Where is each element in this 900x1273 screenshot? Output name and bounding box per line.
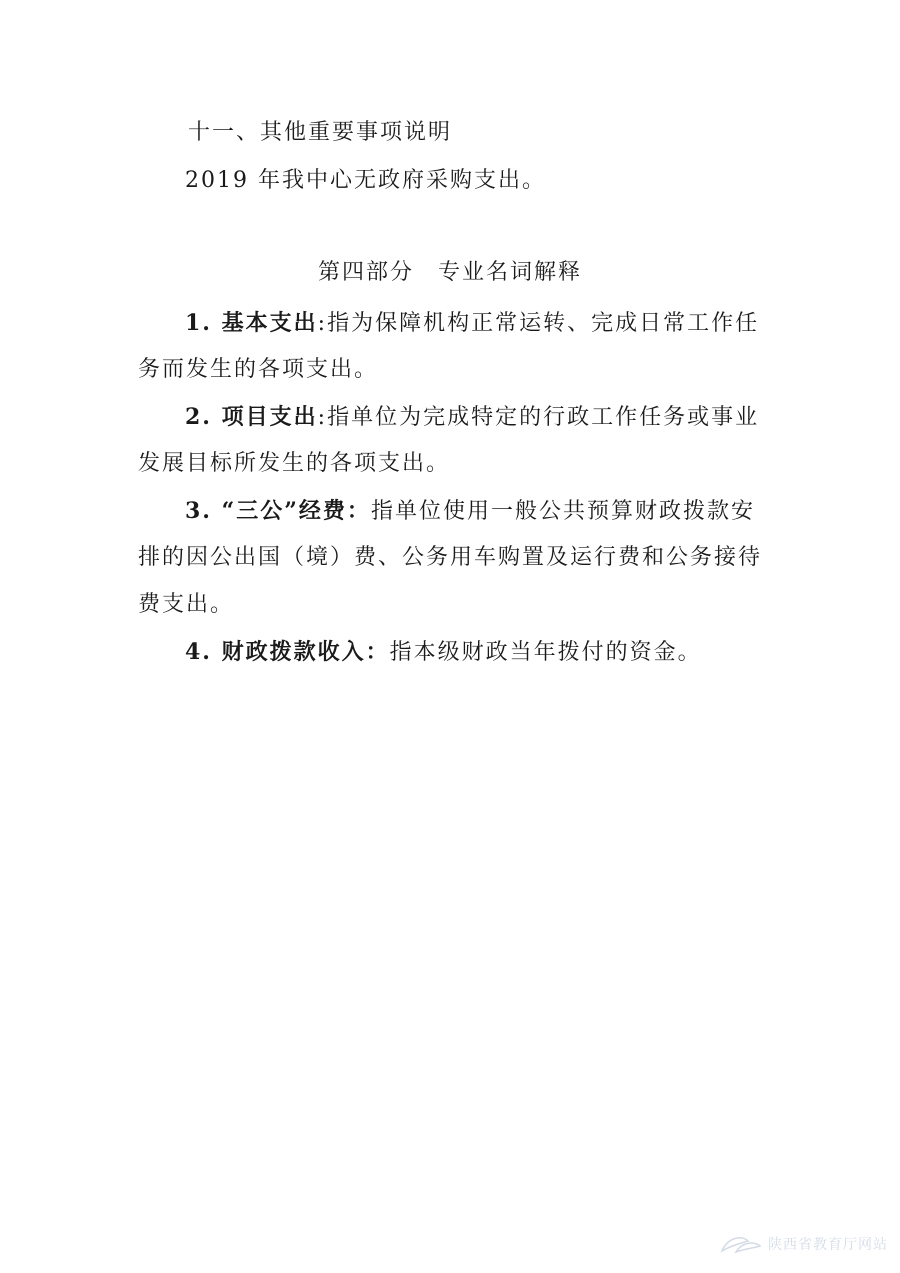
term-4-def-line1: 指本级财政当年拨付的资金。	[389, 640, 702, 665]
term-3-def-line2: 排的因公出国（境）费、公务用车购置及运行费和公务接待	[138, 545, 763, 570]
section-11-body: 2019 年我中心无政府采购支出。	[185, 168, 546, 193]
section-11-heading: 十一、其他重要事项说明	[188, 120, 453, 145]
term-1-def-line2: 务而发生的各项支出。	[138, 357, 379, 382]
leaf-logo-icon	[718, 1233, 764, 1255]
term-3-def-line3: 费支出。	[138, 592, 235, 617]
term-1-sep: :	[317, 311, 328, 336]
term-1-label: 1. 基本支出	[185, 310, 318, 336]
watermark-text: 陕西省教育厅网站	[768, 1237, 888, 1253]
term-1	[185, 308, 759, 339]
term-3	[185, 496, 755, 527]
site-watermark	[718, 1233, 888, 1255]
term-4-label: 4. 财政拨款收入：	[185, 639, 390, 665]
term-2-def-line2: 发展目标所发生的各项支出。	[138, 451, 451, 476]
term-1-def-line1: 指为保障机构正常运转、完成日常工作任	[327, 311, 760, 336]
part-4-heading: 第四部分 专业名词解释	[317, 260, 582, 285]
term-2-def-line1: 指单位为完成特定的行政工作任务或事业	[327, 405, 760, 430]
term-3-def-line1: 指单位使用一般公共预算财政拨款安	[370, 499, 755, 524]
term-2	[185, 402, 759, 433]
term-2-label: 2. 项目支出	[185, 404, 318, 430]
term-2-sep: :	[317, 405, 328, 430]
term-3-label: 3. “三公”经费：	[185, 498, 371, 524]
term-4	[185, 637, 702, 668]
